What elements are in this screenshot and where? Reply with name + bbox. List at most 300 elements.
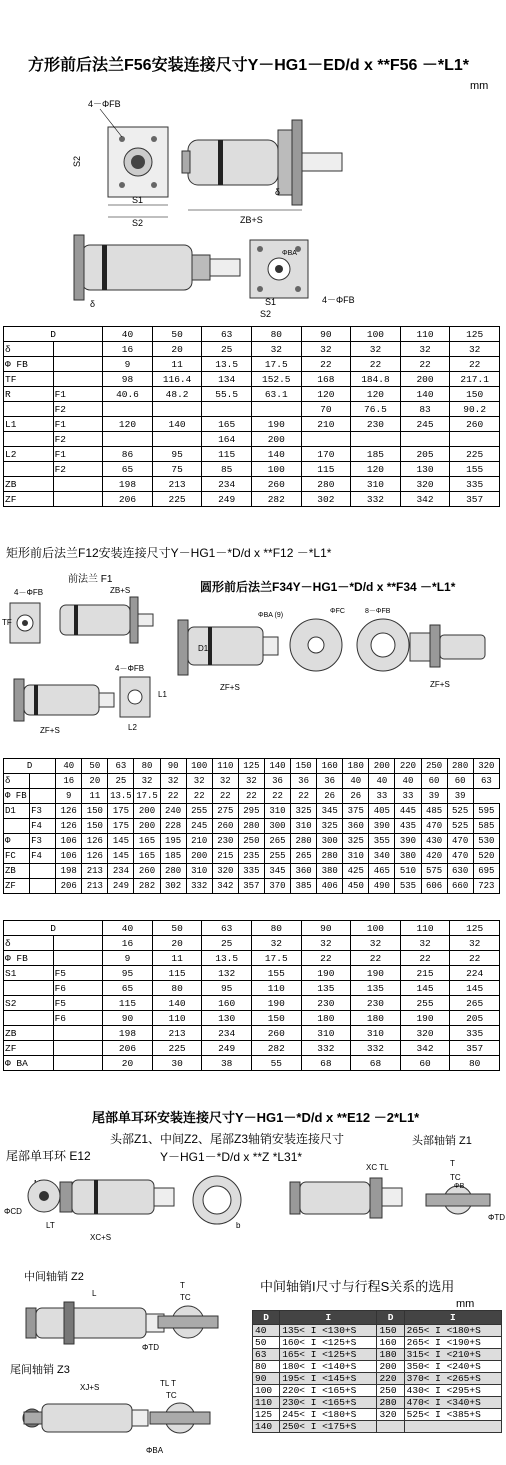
table-cell: 213 <box>82 879 108 894</box>
stroke-cell: 125 <box>253 1409 280 1421</box>
table-cell: 630 <box>447 864 473 879</box>
section-subtitle-pin-model: Y－HG1－*D/d x **Z *L31* <box>160 1150 303 1164</box>
table-cell: 25 <box>202 342 252 357</box>
table-cell: 116.4 <box>152 372 202 387</box>
table-cell: 22 <box>301 357 351 372</box>
table-cell: 425 <box>343 864 369 879</box>
table-cell: 115 <box>301 462 351 477</box>
table-row <box>4 951 500 966</box>
table-cell: 355 <box>369 834 395 849</box>
table-cell: S2 <box>4 996 54 1011</box>
table-cell: 65 <box>103 462 153 477</box>
table-header-cell: 90 <box>301 327 351 342</box>
table-cell: 575 <box>421 864 447 879</box>
table-cell: 150 <box>82 819 108 834</box>
table-cell: 265 <box>291 849 317 864</box>
table-cell: F2 <box>53 402 103 417</box>
table-cell <box>53 342 103 357</box>
table-cell: 375 <box>343 804 369 819</box>
stroke-row <box>253 1349 502 1361</box>
table-header-cell: 63 <box>108 759 134 774</box>
table-header-cell: 80 <box>251 921 301 936</box>
table-cell: 16 <box>103 342 153 357</box>
table-cell: 510 <box>395 864 421 879</box>
svg-text:S2: S2 <box>260 309 272 319</box>
table-row <box>4 879 500 894</box>
table-cell: 55.5 <box>202 387 252 402</box>
spec-table-square-flange <box>3 326 500 507</box>
stroke-cell <box>377 1421 404 1433</box>
table-cell: 380 <box>317 864 343 879</box>
table-cell: 80 <box>152 981 202 996</box>
table-cell: 180 <box>351 1011 401 1026</box>
stroke-cell: 320 <box>377 1409 404 1421</box>
table-cell: 32 <box>251 936 301 951</box>
table-cell: FC <box>4 849 30 864</box>
table-cell: 206 <box>103 1041 153 1056</box>
table-cell <box>4 819 30 834</box>
table-cell: 230 <box>301 996 351 1011</box>
table-cell: 310 <box>351 1026 401 1041</box>
table-cell: 205 <box>450 1011 500 1026</box>
table-cell: 115 <box>152 966 202 981</box>
table-cell: 9 <box>56 789 82 804</box>
table-cell: 450 <box>343 879 369 894</box>
table-cell: 340 <box>369 849 395 864</box>
table-cell: ZB <box>4 477 54 492</box>
svg-text:L1: L1 <box>158 690 167 699</box>
table-cell: 98 <box>103 372 153 387</box>
table-cell: 525 <box>447 804 473 819</box>
stroke-header-cell: I <box>280 1311 377 1325</box>
section-title-rect-flange: 矩形前后法兰F12安装连接尺寸Y－HG1－*D/d x **F12 －*L1* <box>6 546 332 560</box>
stroke-row <box>253 1409 502 1421</box>
stroke-cell: 265< I <180+S <box>404 1325 501 1337</box>
svg-text:ΦCD: ΦCD <box>4 1207 22 1216</box>
svg-text:XC+S: XC+S <box>90 1233 112 1242</box>
table-cell <box>53 951 103 966</box>
table-cell: 320 <box>400 477 450 492</box>
svg-text:S1: S1 <box>265 297 277 307</box>
table-cell: 210 <box>186 834 212 849</box>
table-cell: 22 <box>450 951 500 966</box>
rect-round-flange-drawing <box>0 565 506 740</box>
table-cell: 60 <box>400 1056 450 1071</box>
table-cell: ZB <box>4 864 30 879</box>
table-row <box>4 996 500 1011</box>
table-cell: 86 <box>103 447 153 462</box>
table-row <box>4 819 500 834</box>
table-row <box>4 849 500 864</box>
stroke-cell: 110 <box>253 1397 280 1409</box>
table-cell: 126 <box>82 834 108 849</box>
svg-text:4－ΦFB: 4－ΦFB <box>115 664 145 673</box>
svg-text:4－ΦFB: 4－ΦFB <box>14 588 44 597</box>
table-cell: 32 <box>450 936 500 951</box>
table-cell: F5 <box>53 996 103 1011</box>
table-cell <box>301 432 351 447</box>
table-header-cell: 40 <box>103 921 153 936</box>
table-cell: 165 <box>134 849 160 864</box>
table-cell: 36 <box>317 774 343 789</box>
table-cell: 83 <box>400 402 450 417</box>
table-cell: F1 <box>53 417 103 432</box>
table-cell: 249 <box>202 492 252 507</box>
table-cell: 300 <box>264 819 290 834</box>
stroke-cell: 165< I <125+S <box>280 1349 377 1361</box>
table-cell: 32 <box>351 342 401 357</box>
unit-label: mm <box>470 80 489 92</box>
table-cell: 335 <box>238 864 264 879</box>
stroke-header-cell: D <box>253 1311 280 1325</box>
table-header-cell: 125 <box>450 327 500 342</box>
table-cell: 20 <box>82 774 108 789</box>
svg-text:ZF+S: ZF+S <box>40 726 60 735</box>
table-header-cell: 110 <box>212 759 238 774</box>
table-cell <box>351 432 401 447</box>
table-cell: 85 <box>202 462 252 477</box>
stroke-row <box>253 1361 502 1373</box>
svg-text:XJ+S: XJ+S <box>80 1383 100 1392</box>
table-cell: 470 <box>447 834 473 849</box>
table-cell: 22 <box>160 789 186 804</box>
stroke-cell: 180 <box>377 1349 404 1361</box>
table-header-cell: 200 <box>369 759 395 774</box>
table-cell: 198 <box>103 1026 153 1041</box>
table-cell: 280 <box>317 849 343 864</box>
table-cell: 406 <box>317 879 343 894</box>
table-cell: 65 <box>103 981 153 996</box>
table-cell: 39 <box>447 789 473 804</box>
table-cell: 200 <box>134 804 160 819</box>
table-header-cell: 160 <box>317 759 343 774</box>
table-cell: 120 <box>301 387 351 402</box>
table-cell: 282 <box>251 1041 301 1056</box>
table-row <box>4 1041 500 1056</box>
table-cell: 32 <box>400 342 450 357</box>
svg-text:L2: L2 <box>128 723 137 732</box>
table-cell: 185 <box>160 849 186 864</box>
table-cell: 33 <box>369 789 395 804</box>
table-cell: 145 <box>450 981 500 996</box>
table-cell: 335 <box>450 1026 500 1041</box>
stroke-cell: 230< I <165+S <box>280 1397 377 1409</box>
table-cell: 198 <box>103 477 153 492</box>
table-cell: Φ <box>4 834 30 849</box>
table-cell <box>450 432 500 447</box>
table-cell: 13.5 <box>108 789 134 804</box>
table-header-cell: 320 <box>473 759 499 774</box>
table-cell: 595 <box>473 804 499 819</box>
table-header-cell: 150 <box>291 759 317 774</box>
table-cell: 32 <box>400 936 450 951</box>
table-cell: 80 <box>450 1056 500 1071</box>
stroke-cell: 40 <box>253 1325 280 1337</box>
table-cell: 22 <box>186 789 212 804</box>
table-cell: 32 <box>351 936 401 951</box>
table-cell: 230 <box>351 996 401 1011</box>
table-cell: δ <box>4 342 54 357</box>
table-cell: D1 <box>4 804 30 819</box>
table-cell: 164 <box>202 432 252 447</box>
table-cell: 9 <box>103 357 153 372</box>
table-cell: F6 <box>53 1011 103 1026</box>
table-cell: 170 <box>301 447 351 462</box>
table-cell: 155 <box>450 462 500 477</box>
table-cell <box>152 432 202 447</box>
table-row <box>4 981 500 996</box>
table-cell: 470 <box>421 819 447 834</box>
table-cell: 190 <box>251 417 301 432</box>
stroke-cell <box>404 1421 501 1433</box>
svg-text:ΦTD: ΦTD <box>142 1343 160 1352</box>
svg-text:ΦBA: ΦBA <box>146 1446 164 1455</box>
table-cell: ZB <box>4 1026 54 1041</box>
stroke-cell: 63 <box>253 1349 280 1361</box>
stroke-cell: 195< I <145+S <box>280 1373 377 1385</box>
table-cell: 525 <box>447 819 473 834</box>
table-cell: 175 <box>108 804 134 819</box>
table-cell: 150 <box>251 1011 301 1026</box>
spec-table-flange-s <box>3 920 500 1071</box>
svg-text:尾部单耳环 E12: 尾部单耳环 E12 <box>6 1149 91 1163</box>
stroke-cell: 220< I <165+S <box>280 1385 377 1397</box>
table-row <box>4 789 500 804</box>
ba-label: ΦBA <box>282 250 297 257</box>
stroke-cell: 90 <box>253 1373 280 1385</box>
table-cell: 280 <box>291 834 317 849</box>
table-row <box>4 1011 500 1026</box>
table-header-cell: 280 <box>447 759 473 774</box>
table-cell: 585 <box>473 819 499 834</box>
svg-text:4－ΦFB: 4－ΦFB <box>322 295 355 305</box>
table-cell: 280 <box>301 477 351 492</box>
table-cell: 335 <box>450 477 500 492</box>
table-cell: 140 <box>152 417 202 432</box>
table-cell: 13.5 <box>202 357 252 372</box>
table-cell: 217.1 <box>450 372 500 387</box>
table-cell: 76.5 <box>351 402 401 417</box>
table-cell: 435 <box>395 819 421 834</box>
table-cell <box>4 981 54 996</box>
table-header-cell: 63 <box>202 327 252 342</box>
stroke-cell: 135< I <130+S <box>280 1325 377 1337</box>
table-header-cell: 100 <box>351 921 401 936</box>
table-row <box>4 342 500 357</box>
table-cell: Φ BA <box>4 1056 54 1071</box>
svg-text:S2: S2 <box>72 155 82 167</box>
table-cell: 25 <box>108 774 134 789</box>
table-header-cell: 100 <box>186 759 212 774</box>
table-cell: 40.6 <box>103 387 153 402</box>
table-cell: TF <box>4 372 54 387</box>
stroke-table-title: 中间轴销I尺寸与行程S关系的选用 <box>260 1279 455 1294</box>
table-cell: 40 <box>395 774 421 789</box>
table-cell: 345 <box>264 864 290 879</box>
table-cell: 249 <box>202 1041 252 1056</box>
table-cell: F2 <box>53 462 103 477</box>
svg-text:8－ΦFB: 8－ΦFB <box>365 608 391 615</box>
table-cell: 68 <box>351 1056 401 1071</box>
svg-text:ZF+S: ZF+S <box>430 680 450 689</box>
svg-text:头部轴销 Z1: 头部轴销 Z1 <box>412 1135 472 1147</box>
table-header-cell: 100 <box>351 327 401 342</box>
table-cell: 230 <box>351 417 401 432</box>
table-cell <box>53 492 103 507</box>
table-cell: 295 <box>238 804 264 819</box>
table-cell: 155 <box>251 966 301 981</box>
table-cell: Φ FB <box>4 951 54 966</box>
table-header-cell: 40 <box>103 327 153 342</box>
s1-label: S1 <box>132 195 144 205</box>
table-cell <box>53 936 103 951</box>
table-cell: 185 <box>351 447 401 462</box>
table-cell: 110 <box>251 981 301 996</box>
spec-table-rect-round-flange <box>3 758 500 894</box>
table-cell: 235 <box>238 849 264 864</box>
table-row <box>4 1026 500 1041</box>
table-row <box>4 936 500 951</box>
table-row <box>4 402 500 417</box>
table-cell: 9 <box>103 951 153 966</box>
table-cell: 200 <box>134 819 160 834</box>
table-header-cell: 180 <box>343 759 369 774</box>
table-cell: 20 <box>152 342 202 357</box>
table-header-cell: 80 <box>251 327 301 342</box>
table-cell: 360 <box>291 864 317 879</box>
table-cell: 282 <box>134 879 160 894</box>
table-cell: 282 <box>251 492 301 507</box>
table-cell <box>400 432 450 447</box>
svg-text:T: T <box>450 1159 455 1168</box>
table-cell: 206 <box>103 492 153 507</box>
table-cell: 63 <box>473 774 499 789</box>
table-cell: 198 <box>56 864 82 879</box>
table-cell: 22 <box>238 789 264 804</box>
table-cell: 100 <box>251 462 301 477</box>
table-cell: 22 <box>212 789 238 804</box>
svg-text:TC: TC <box>180 1293 191 1302</box>
stroke-row <box>253 1373 502 1385</box>
table-cell: 465 <box>369 864 395 879</box>
table-cell: 106 <box>56 849 82 864</box>
table-cell: 165 <box>134 834 160 849</box>
stroke-header-row <box>253 1311 502 1325</box>
table-cell: 140 <box>251 447 301 462</box>
cylinder-body <box>188 140 278 185</box>
stroke-row <box>253 1397 502 1409</box>
table-cell: 213 <box>152 1026 202 1041</box>
table-cell: 260 <box>134 864 160 879</box>
stroke-row <box>253 1325 502 1337</box>
table-header-cell: 50 <box>152 327 202 342</box>
table-cell: 120 <box>103 417 153 432</box>
svg-text:ΦB: ΦB <box>454 1183 465 1190</box>
table-header-cell: 40 <box>56 759 82 774</box>
table-cell: 300 <box>317 834 343 849</box>
table-cell: 275 <box>212 804 238 819</box>
table-header-row <box>4 327 500 342</box>
table-cell: 200 <box>186 849 212 864</box>
stroke-header-cell: D <box>377 1311 404 1325</box>
table-header-cell: 63 <box>202 921 252 936</box>
table-cell: 342 <box>212 879 238 894</box>
table-cell: ZF <box>4 1041 54 1056</box>
table-cell: 485 <box>421 804 447 819</box>
table-row <box>4 432 500 447</box>
svg-text:ΦFC: ΦFC <box>330 608 345 615</box>
table-cell: 115 <box>202 447 252 462</box>
table-cell: 17.5 <box>251 951 301 966</box>
svg-text:ΦTD: ΦTD <box>488 1213 506 1222</box>
table-cell: 210 <box>301 417 351 432</box>
table-cell: 75 <box>152 462 202 477</box>
table-cell: 126 <box>56 819 82 834</box>
table-cell <box>30 774 56 789</box>
table-cell: 357 <box>450 1041 500 1056</box>
table-cell <box>202 402 252 417</box>
table-cell: 70 <box>301 402 351 417</box>
table-cell: 32 <box>301 342 351 357</box>
svg-text:δ: δ <box>90 299 96 309</box>
table-cell: 405 <box>369 804 395 819</box>
stroke-cell: 350< I <240+S <box>404 1361 501 1373</box>
table-cell: 370 <box>264 879 290 894</box>
table-cell: 385 <box>291 879 317 894</box>
svg-text:LT: LT <box>46 1221 55 1230</box>
table-cell <box>30 789 56 804</box>
table-cell: 22 <box>351 951 401 966</box>
table-cell <box>53 477 103 492</box>
table-cell: F5 <box>53 966 103 981</box>
table-cell: 520 <box>473 849 499 864</box>
table-cell: 390 <box>395 834 421 849</box>
table-cell: 26 <box>317 789 343 804</box>
table-header-cell: 80 <box>134 759 160 774</box>
table-cell: 95 <box>103 966 153 981</box>
table-cell: 320 <box>212 864 238 879</box>
table-cell: 332 <box>351 1041 401 1056</box>
fb-label: 4－ΦFB <box>88 99 121 109</box>
table-cell: 190 <box>400 1011 450 1026</box>
table-cell: 135 <box>351 981 401 996</box>
table-cell: 723 <box>473 879 499 894</box>
table-header-cell: 140 <box>264 759 290 774</box>
s2-label: S2 <box>132 218 144 228</box>
svg-text:中间轴销 Z2: 中间轴销 Z2 <box>24 1271 84 1283</box>
table-header-cell: 125 <box>238 759 264 774</box>
table-cell: 22 <box>450 357 500 372</box>
table-cell <box>103 432 153 447</box>
table-cell: R <box>4 387 54 402</box>
table-cell: 213 <box>152 477 202 492</box>
table-cell: 190 <box>251 996 301 1011</box>
table-cell <box>4 1011 54 1026</box>
table-cell: 150 <box>82 804 108 819</box>
table-cell: 11 <box>152 951 202 966</box>
table-header-cell: 50 <box>82 759 108 774</box>
table-cell: 445 <box>395 804 421 819</box>
table-cell: 22 <box>400 951 450 966</box>
stroke-cell: 250 <box>377 1385 404 1397</box>
table-cell: 95 <box>202 981 252 996</box>
section-title-square-flange: 方形前后法兰F56安装连接尺寸Y－HG1－ED/d x **F56 －*L1* <box>28 57 469 74</box>
table-header-cell: 110 <box>400 921 450 936</box>
table-cell: 310 <box>264 804 290 819</box>
table-cell: 95 <box>152 447 202 462</box>
stroke-cell: 280 <box>377 1397 404 1409</box>
table-cell: 310 <box>301 1026 351 1041</box>
